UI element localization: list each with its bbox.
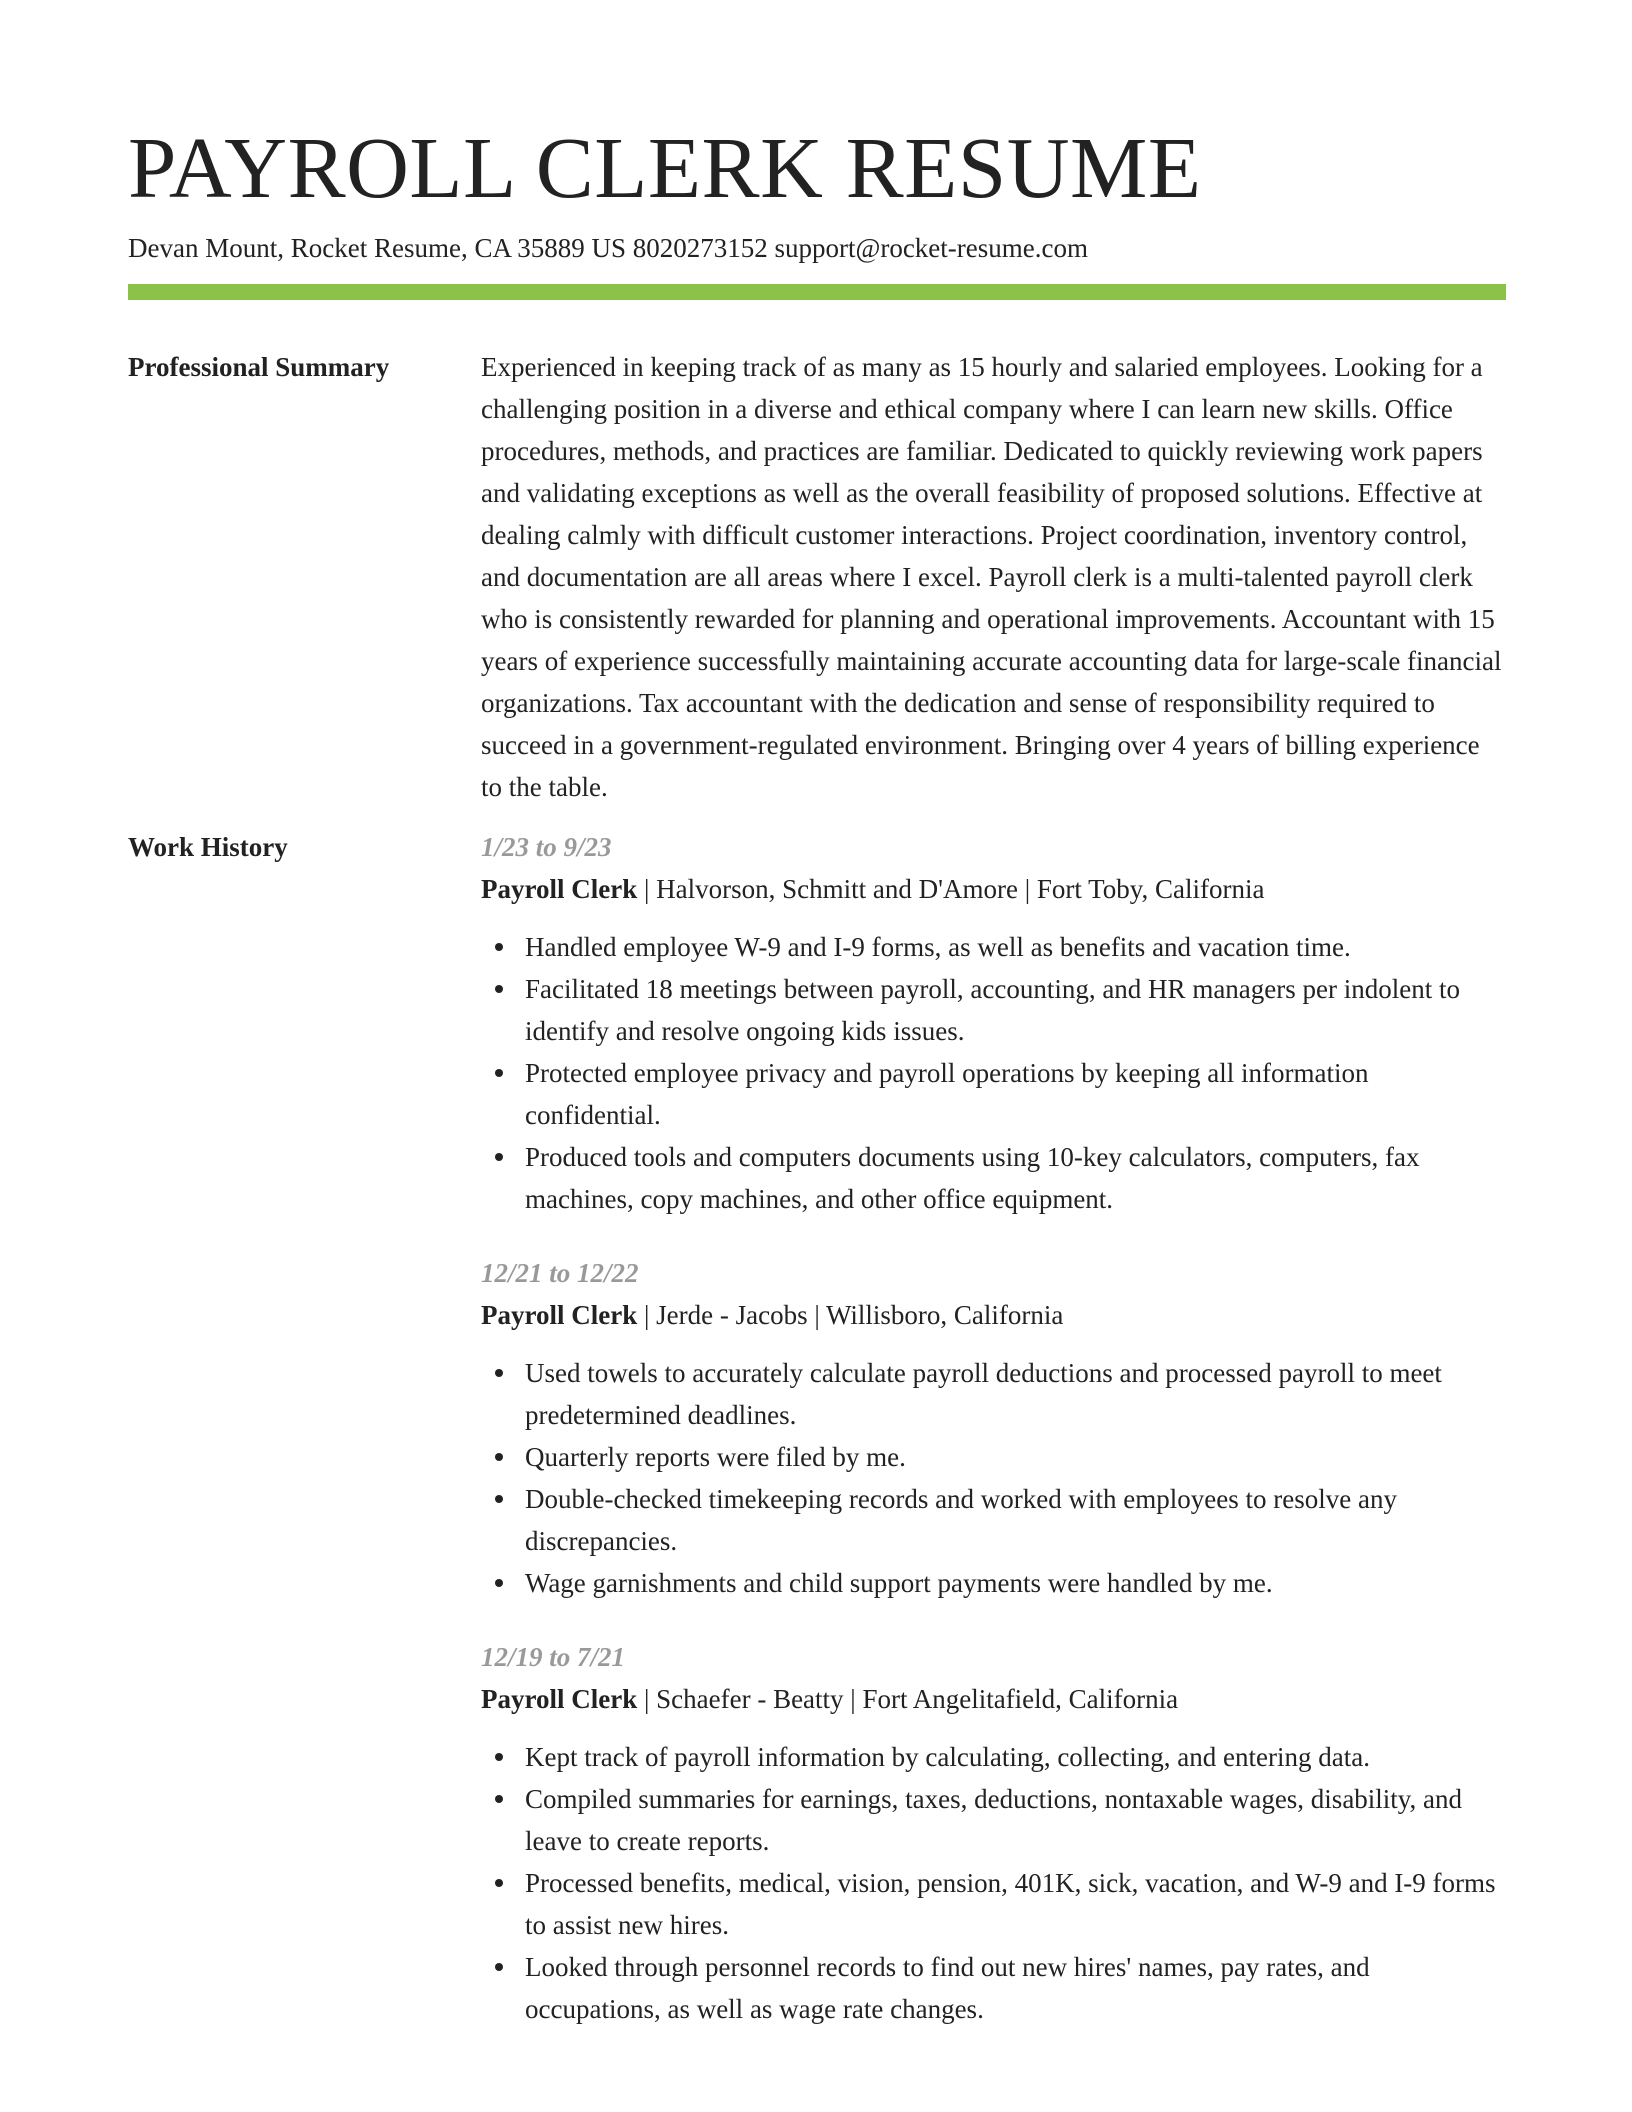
job-bullet [481, 1478, 1506, 1562]
job-heading [481, 1294, 1506, 1336]
job-heading [481, 868, 1506, 910]
job-bullet-text: Quarterly reports were filed by me. [525, 1442, 906, 1472]
job-bullet-text: Facilitated 18 meetings between payroll, accounting, and HR managers per indolent to identify and resolve ongoing kids issues. [525, 974, 1460, 1046]
job-dates: 1/23 to 9/23 [481, 832, 612, 862]
bullet-icon [495, 943, 503, 951]
job-employer-location: | Halvorson, Schmitt and D'Amore | Fort Toby, California [637, 874, 1265, 904]
job-title: Payroll Clerk [481, 874, 638, 904]
job-bullet [481, 1736, 1506, 1778]
job-bullet [481, 1352, 1506, 1436]
job-bullet-text: Handled employee W-9 and I-9 forms, as well as benefits and vacation time. [525, 932, 1351, 962]
job-entry [481, 1252, 1506, 1604]
section-label-work-history: Work History [128, 832, 288, 862]
bullet-icon [495, 1753, 503, 1761]
job-bullet [481, 1436, 1506, 1478]
job-bullet-text: Kept track of payroll information by calculating, collecting, and entering data. [525, 1742, 1370, 1772]
job-bullet [481, 1052, 1506, 1136]
section-label-professional-summary: Professional Summary [128, 352, 390, 382]
job-bullet-text: Compiled summaries for earnings, taxes, deductions, nontaxable wages, disability, and leave to create reports. [525, 1784, 1463, 1856]
bullet-icon [495, 1153, 503, 1161]
bullet-icon [495, 1795, 503, 1803]
job-employer-location: | Schaefer - Beatty | Fort Angelitafield, California [637, 1684, 1179, 1714]
job-bullet [481, 1862, 1506, 1946]
job-entry [481, 1636, 1506, 2030]
professional-summary-text: Experienced in keeping track of as many as 15 hourly and salaried employees. Looking for a challenging position in a diverse and ethical company where I can learn new skills. Office procedures, methods, and practices are familiar. Dedicated to quickly reviewing work papers and validating exceptions as well as the overall feasibility of proposed solutions. Effective at dealing calmly with difficult customer interactions. Project coordination, inventory control, and documentation are all areas where I excel. Payroll clerk is a multi-talented payroll clerk who is consistently rewarded for planning and operational improvements. Accountant with 15 years of experience successfully maintaining accurate accounting data for large-scale financial organizations. Tax accountant with the dedication and sense of responsibility required to succeed in a government-regulated environment. Bringing over 4 years of billing experience to the table. [481, 352, 1502, 802]
bullet-icon [495, 1069, 503, 1077]
resume-page [128, 118, 1506, 2062]
job-bullet [481, 926, 1506, 968]
job-bullet-text: Double-checked timekeeping records and worked with employees to resolve any discrepancies. [525, 1484, 1397, 1556]
job-bullet [481, 968, 1506, 1052]
job-bullet [481, 1778, 1506, 1862]
job-title: Payroll Clerk [481, 1684, 638, 1714]
job-bullet [481, 1562, 1506, 1604]
work-history-list [481, 826, 1506, 2062]
bullet-icon [495, 1495, 503, 1503]
job-bullets [481, 1352, 1506, 1604]
job-bullet-text: Protected employee privacy and payroll operations by keeping all information confidential. [525, 1058, 1369, 1130]
bullet-icon [495, 1579, 503, 1587]
bullet-icon [495, 1963, 503, 1971]
bullet-icon [495, 1879, 503, 1887]
job-bullet [481, 1946, 1506, 2030]
bullet-icon [495, 1369, 503, 1377]
contact-line: Devan Mount, Rocket Resume, CA 35889 US 8020273152 support@rocket-resume.com [128, 233, 1088, 263]
job-bullets [481, 926, 1506, 1220]
professional-summary-section [128, 346, 1506, 808]
job-title: Payroll Clerk [481, 1300, 638, 1330]
resume-title: PAYROLL CLERK RESUME [128, 119, 1202, 216]
job-bullet-text: Wage garnishments and child support payments were handled by me. [525, 1568, 1273, 1598]
job-bullet-text: Used towels to accurately calculate payroll deductions and processed payroll to meet predetermined deadlines. [525, 1358, 1442, 1430]
job-bullet-text: Produced tools and computers documents using 10-key calculators, computers, fax machines, copy machines, and other office equipment. [525, 1142, 1420, 1214]
job-bullet [481, 1136, 1506, 1220]
header-divider [128, 284, 1506, 300]
job-heading [481, 1678, 1506, 1720]
work-history-section [128, 826, 1506, 2062]
bullet-icon [495, 1453, 503, 1461]
job-bullets [481, 1736, 1506, 2030]
job-bullet-text: Looked through personnel records to find out new hires' names, pay rates, and occupations, as well as wage rate changes. [525, 1952, 1370, 2024]
bullet-icon [495, 985, 503, 993]
job-entry [481, 826, 1506, 1220]
job-bullet-text: Processed benefits, medical, vision, pension, 401K, sick, vacation, and W-9 and I-9 forms to assist new hires. [525, 1868, 1496, 1940]
job-dates: 12/21 to 12/22 [481, 1258, 639, 1288]
job-employer-location: | Jerde - Jacobs | Willisboro, California [637, 1300, 1064, 1330]
job-dates: 12/19 to 7/21 [481, 1642, 626, 1672]
